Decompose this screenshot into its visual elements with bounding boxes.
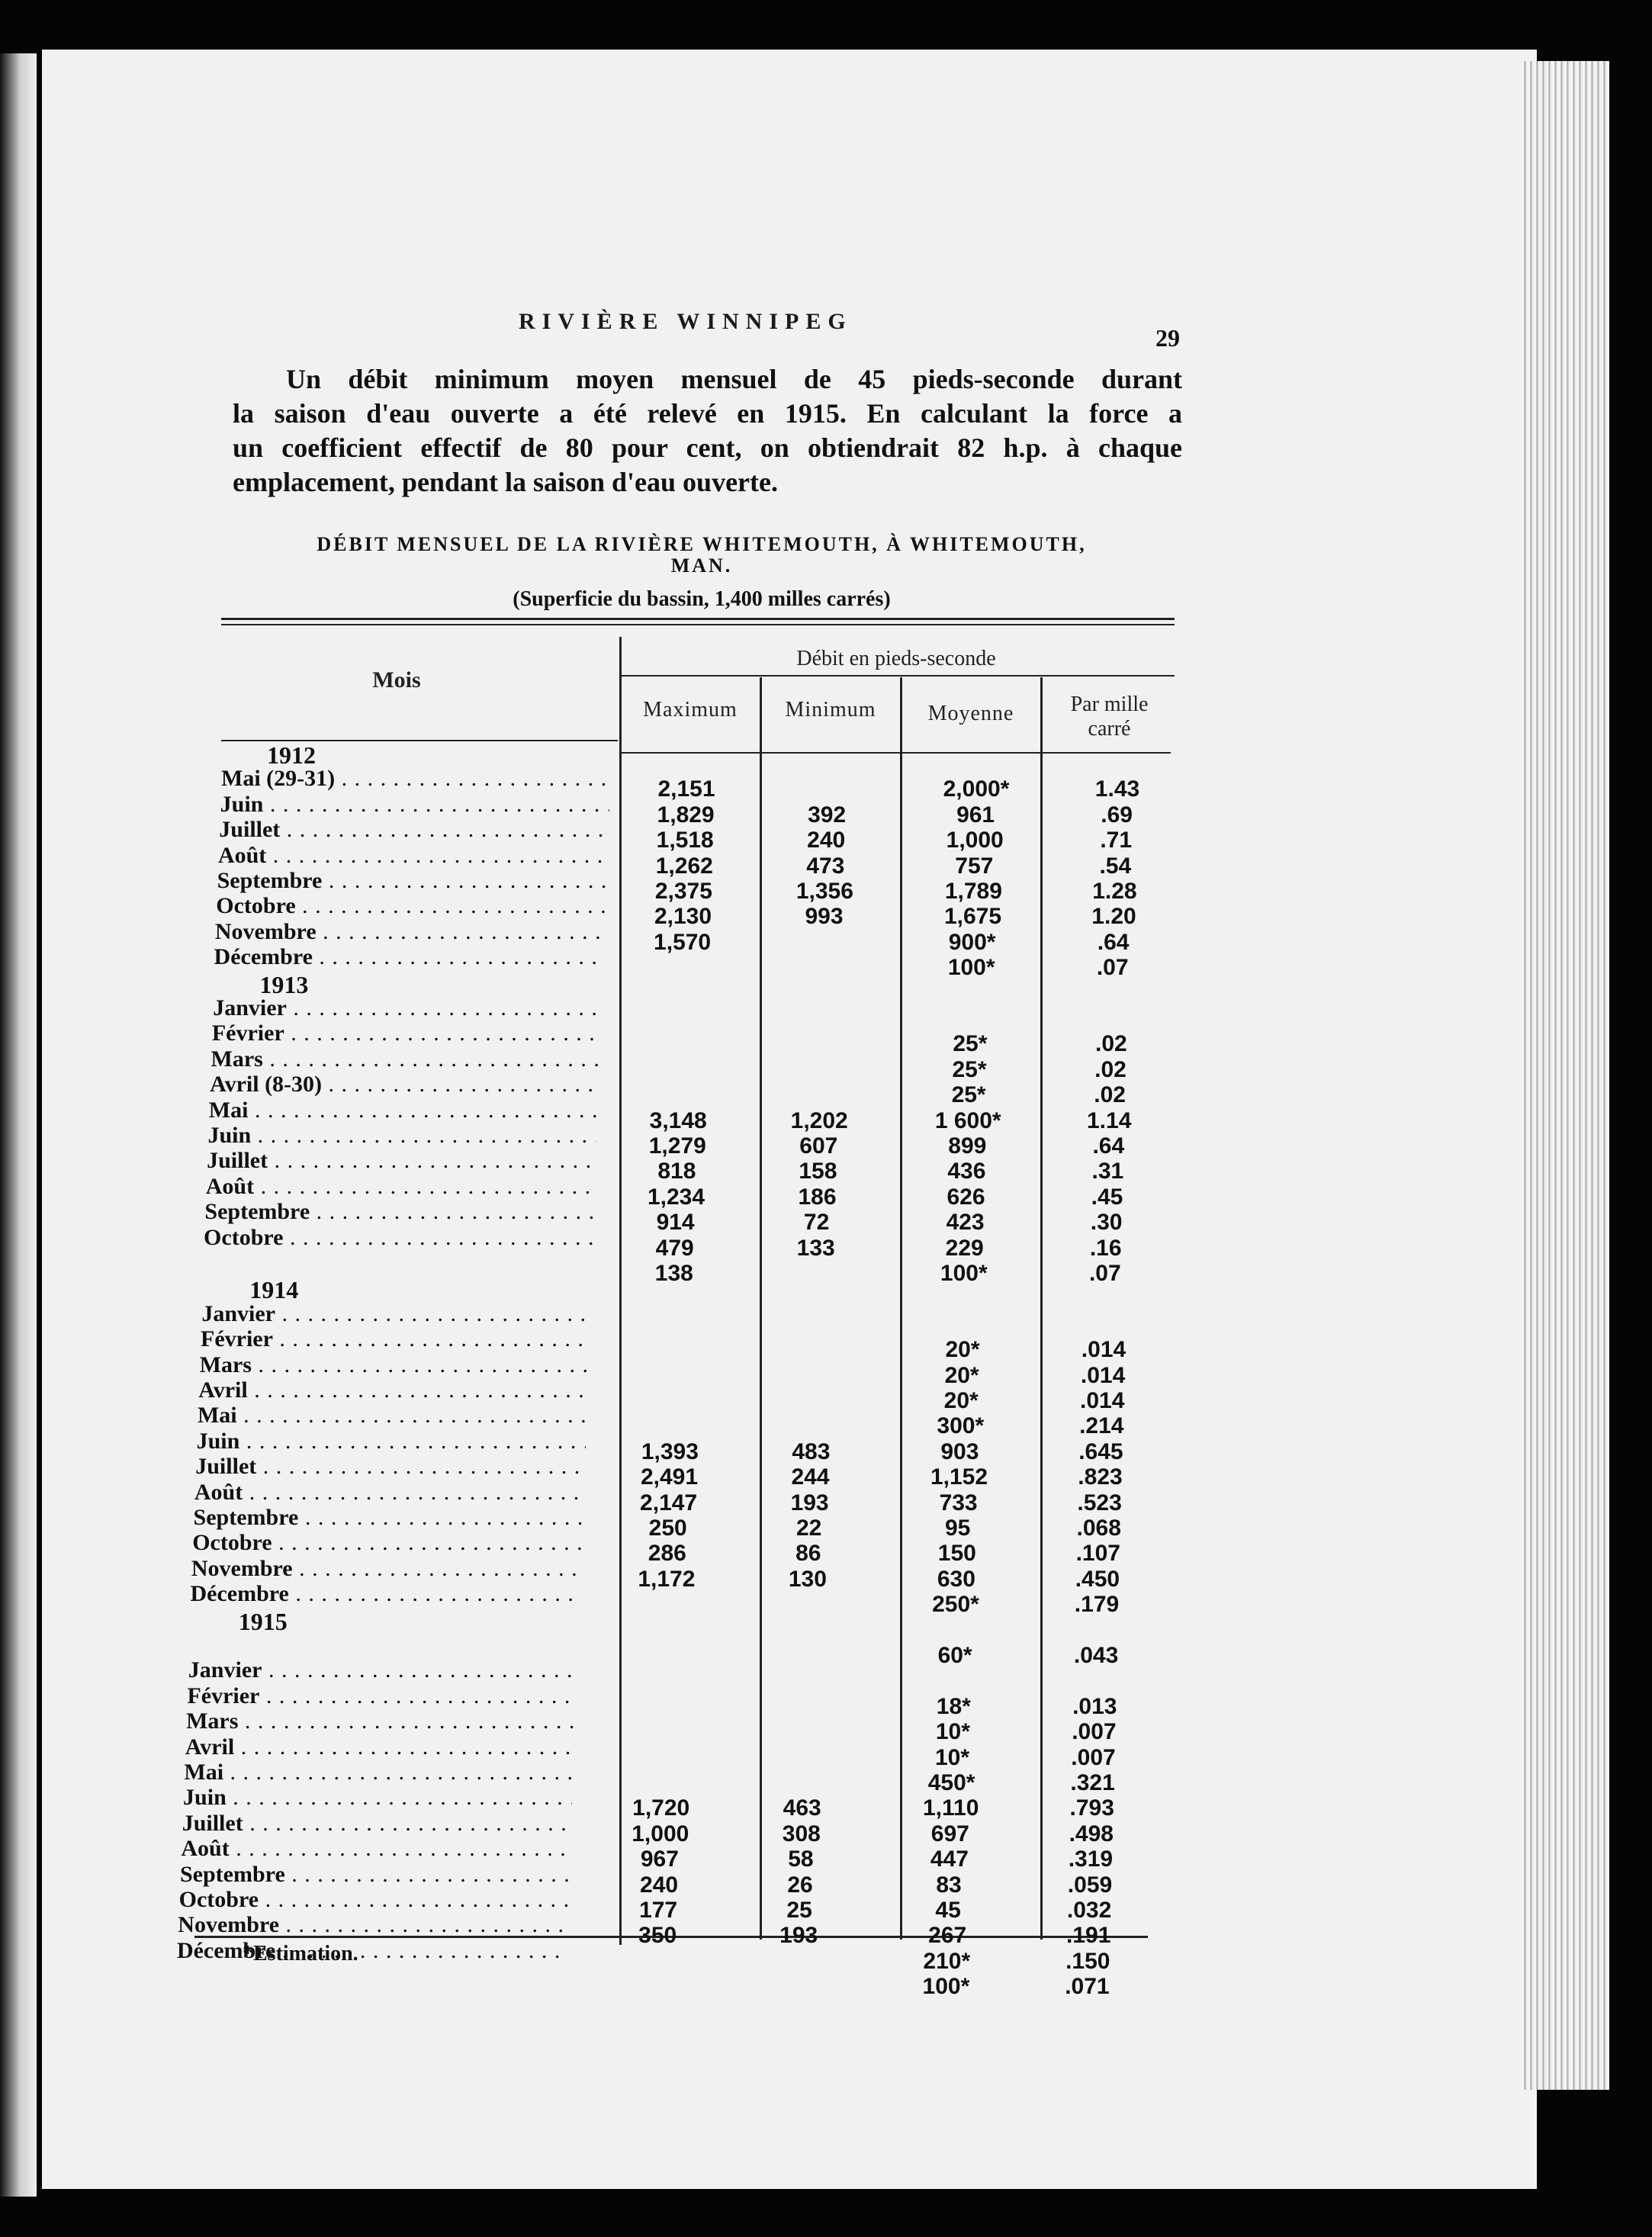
cell-max: 286 [648, 1541, 686, 1567]
cell-moy: 626 [947, 1184, 985, 1210]
cell-moy: 18* [936, 1693, 971, 1719]
month-label: Avril (8-30) . . . [210, 1072, 599, 1097]
cell-max: 818 [657, 1159, 696, 1184]
month-label: Mai . . . [198, 1403, 587, 1428]
month-label: Avril . . . [198, 1378, 587, 1403]
cell-min: 483 [792, 1438, 831, 1464]
cell-min: 392 [808, 802, 847, 828]
cell-moy: 100* [947, 955, 995, 981]
cell-min: 26 [787, 1872, 813, 1898]
cell-moy: 100* [940, 1261, 988, 1286]
month-label: Décembre . . . [177, 1939, 566, 1963]
month-label: Avril . . . [185, 1735, 574, 1760]
cell-max: 2,151 [657, 776, 715, 802]
cell-par: .71 [1100, 828, 1133, 853]
cell-par: .071 [1065, 1974, 1110, 2000]
month-label: Juin . . . [183, 1785, 572, 1810]
cell-par: .014 [1080, 1362, 1126, 1388]
cell-max: 1,393 [641, 1438, 699, 1464]
running-head: RIVIÈRE WINNIPEG [519, 309, 853, 334]
year-heading: 1915 [238, 1607, 288, 1635]
cell-par: .043 [1073, 1643, 1119, 1668]
cell-par: .014 [1081, 1337, 1127, 1363]
cell-par: .179 [1074, 1592, 1120, 1618]
month-label: Octobre . . . [179, 1888, 568, 1912]
page-fore-edge [1522, 61, 1609, 2090]
month-label: Février . . . [201, 1327, 590, 1352]
cell-max: 2,375 [654, 879, 712, 904]
month-label: Novembre . . . [178, 1913, 567, 1937]
cell-max: 1,518 [656, 828, 714, 853]
header-minimum: Minimum [785, 698, 876, 722]
cell-moy: 2,000* [943, 776, 1010, 802]
month-label: Août . . . [206, 1175, 595, 1199]
cell-par: .64 [1092, 1133, 1125, 1159]
cell-moy: 961 [956, 802, 995, 828]
cell-min: 607 [799, 1133, 838, 1159]
month-label: Octobre . . . [204, 1226, 593, 1250]
month-label: Janvier . . . [213, 996, 602, 1020]
cell-min: 308 [782, 1821, 821, 1846]
cell-moy: 733 [939, 1490, 978, 1515]
table-title-line: MAN. [670, 554, 733, 577]
month-label: Décembre . . . [191, 1582, 580, 1606]
cell-moy: 1,675 [943, 904, 1002, 930]
column-divider [619, 637, 622, 1945]
year-heading: 1914 [249, 1276, 299, 1304]
cell-par: .191 [1065, 1923, 1111, 1949]
cell-moy: 150 [937, 1541, 976, 1567]
cell-par: 1.20 [1091, 904, 1136, 930]
month-label: Août . . . [181, 1837, 570, 1861]
cell-moy: 697 [930, 1821, 969, 1846]
cell-moy: 20* [943, 1388, 979, 1413]
cell-max: 1,234 [647, 1184, 705, 1210]
cell-moy: 300* [937, 1413, 985, 1439]
cell-min: 244 [791, 1464, 830, 1490]
month-label: Juin . . . [220, 792, 609, 817]
cell-moy: 447 [930, 1846, 969, 1872]
cell-min: 158 [799, 1159, 837, 1184]
footnote: *Estimation. [243, 1942, 358, 1965]
cell-min: 193 [779, 1923, 818, 1949]
cell-moy: 60* [937, 1643, 972, 1668]
header-moyenne: Moyenne [927, 702, 1014, 725]
cell-moy: 25* [953, 1031, 988, 1057]
table-title-line: DÉBIT MENSUEL DE LA RIVIÈRE WHITEMOUTH, À WHITEMOUTH, [317, 533, 1087, 555]
intro-line: Un débit minimum moyen mensuel de 45 pieds-seconde durant [286, 364, 1182, 394]
year-heading: 1912 [267, 741, 316, 769]
cell-par: .69 [1101, 802, 1133, 828]
cell-min: 22 [796, 1515, 822, 1541]
cell-moy: 900* [948, 929, 996, 955]
month-label: Juillet . . . [182, 1811, 571, 1836]
cell-moy: 83 [936, 1872, 962, 1898]
cell-par: .523 [1077, 1490, 1122, 1515]
cell-min: 1,202 [790, 1107, 848, 1133]
cell-max: 2,130 [654, 904, 712, 930]
cell-par: 1.28 [1092, 879, 1137, 904]
month-label: Août . . . [194, 1480, 583, 1505]
month-label: Mai (29-31) . . . [221, 767, 610, 791]
header-mois: Mois [372, 667, 421, 693]
table-top-rule [221, 618, 1175, 620]
cell-par: .823 [1078, 1464, 1123, 1490]
month-label: Novembre . . . [215, 920, 604, 944]
cell-moy: 757 [955, 853, 994, 879]
cell-moy: 1 600* [934, 1107, 1001, 1133]
cell-max: 1,262 [655, 853, 713, 879]
cell-moy: 20* [944, 1362, 979, 1388]
table-subtitle: (Superficie du bassin, 1,400 milles carrés) [513, 587, 891, 611]
month-label: Février . . . [187, 1684, 576, 1708]
cell-max: 1,570 [654, 929, 712, 955]
month-label: Février . . . [212, 1021, 601, 1046]
table-top-rule-2 [221, 624, 1175, 625]
month-label: Juillet . . . [219, 818, 608, 842]
cell-par: .007 [1071, 1744, 1116, 1770]
month-label: Août . . . [218, 844, 607, 868]
cell-par: 1.43 [1094, 776, 1140, 802]
cell-par: .02 [1094, 1082, 1126, 1108]
cell-min: 130 [788, 1566, 827, 1592]
cell-par: .31 [1091, 1159, 1124, 1184]
month-label: Mars . . . [211, 1047, 600, 1072]
cell-par: .54 [1099, 853, 1132, 879]
cell-min: 25 [786, 1898, 812, 1923]
cell-moy: 250* [932, 1592, 979, 1618]
cell-moy: 1,789 [944, 879, 1002, 904]
month-label: Septembre . . . [204, 1200, 593, 1224]
month-label: Juin . . . [197, 1429, 586, 1454]
cell-par: .45 [1091, 1184, 1123, 1210]
cell-max: 479 [655, 1235, 694, 1261]
cell-min: 133 [796, 1235, 835, 1261]
intro-paragraph [233, 362, 1182, 500]
cell-max: 3,148 [649, 1107, 707, 1133]
cell-moy: 25* [951, 1082, 986, 1108]
cell-moy: 95 [945, 1515, 971, 1541]
cell-par: .450 [1075, 1566, 1120, 1592]
cell-max: 250 [648, 1515, 687, 1541]
cell-par: .107 [1075, 1541, 1120, 1567]
cell-moy: 436 [947, 1159, 986, 1184]
month-label: Mai . . . [184, 1760, 573, 1785]
header-maximum: Maximum [643, 698, 738, 722]
cell-par: .07 [1088, 1261, 1121, 1286]
cell-moy: 45 [935, 1898, 961, 1923]
month-label: Octobre . . . [192, 1531, 581, 1555]
header-debit-group: Débit en pieds-seconde [796, 647, 996, 670]
header-carre: carré [1088, 717, 1131, 741]
cell-moy: 10* [935, 1719, 970, 1745]
month-label: Juillet . . . [195, 1454, 584, 1479]
month-label: Septembre . . . [180, 1863, 569, 1887]
cell-min: 193 [790, 1490, 829, 1515]
cell-moy: 903 [940, 1438, 979, 1464]
cell-max: 1,000 [632, 1821, 689, 1846]
year-heading: 1913 [259, 970, 309, 998]
cell-max: 2,147 [640, 1490, 698, 1515]
cell-max: 1,720 [632, 1795, 690, 1821]
cell-par: .02 [1094, 1056, 1127, 1082]
cell-max: 138 [654, 1261, 693, 1286]
cell-par: .16 [1089, 1235, 1122, 1261]
cell-moy: 25* [952, 1056, 987, 1082]
month-label: Juillet . . . [207, 1149, 596, 1173]
cell-par: .214 [1079, 1413, 1124, 1439]
cell-min: 58 [788, 1846, 814, 1872]
cell-par: .30 [1090, 1210, 1123, 1236]
cell-par: .068 [1076, 1515, 1121, 1541]
cell-max: 2,491 [640, 1464, 699, 1490]
cell-par: .645 [1078, 1438, 1123, 1464]
cell-moy: 10* [934, 1744, 970, 1770]
cell-moy: 630 [937, 1566, 975, 1592]
cell-moy: 1,000 [946, 828, 1004, 853]
cell-min: 186 [798, 1184, 837, 1210]
month-label: Septembre . . . [217, 869, 606, 893]
cell-min: 72 [803, 1210, 830, 1236]
month-label: Octobre . . . [216, 894, 605, 918]
cell-par: .059 [1067, 1872, 1113, 1898]
month-label: Mars . . . [186, 1709, 575, 1734]
cell-par: .150 [1065, 1948, 1110, 1974]
month-label: Mars . . . [200, 1353, 589, 1377]
cell-min: 1,356 [795, 879, 853, 904]
month-label: Juin . . . [207, 1123, 596, 1148]
intro-line: emplacement, pendant la saison d'eau ouverte. [233, 467, 778, 497]
column-divider [760, 677, 762, 1940]
cell-max: 914 [656, 1210, 695, 1236]
cell-max: 1,172 [638, 1566, 696, 1592]
cell-min: 86 [795, 1541, 821, 1567]
cell-par: .02 [1095, 1031, 1127, 1057]
cell-min: 463 [783, 1795, 821, 1821]
cell-moy: 423 [946, 1210, 985, 1236]
cell-par: .013 [1072, 1693, 1117, 1719]
cell-min: 473 [806, 853, 845, 879]
cell-max: 350 [638, 1923, 677, 1949]
cell-max: 1,279 [648, 1133, 706, 1159]
cell-moy: 100* [922, 1974, 970, 2000]
month-label: Décembre . . . [214, 945, 603, 969]
cell-max: 1,829 [657, 802, 715, 828]
cell-par: .321 [1070, 1770, 1115, 1795]
cell-moy: 1,152 [930, 1464, 988, 1490]
cell-par: .319 [1068, 1846, 1114, 1872]
cell-par: 1.14 [1086, 1107, 1132, 1133]
cell-max: 240 [639, 1872, 679, 1898]
cell-moy: 210* [923, 1948, 971, 1974]
header-par-mille: Par mille [1070, 693, 1149, 716]
cell-max: 177 [639, 1898, 678, 1923]
cell-par: .793 [1069, 1795, 1114, 1821]
month-label: Septembre . . . [194, 1506, 583, 1530]
month-label: Janvier . . . [201, 1302, 590, 1326]
month-label: Novembre . . . [191, 1557, 580, 1581]
month-label: Janvier . . . [188, 1658, 577, 1683]
cell-moy: 267 [928, 1923, 967, 1949]
cell-par: .498 [1069, 1821, 1114, 1846]
intro-line: un coefficient effectif de 80 pour cent, on obtiendrait 82 h.p. à chaque [233, 432, 1182, 463]
header-bottom-rule [622, 752, 1171, 754]
cell-moy: 1,110 [922, 1795, 979, 1821]
cell-max: 967 [640, 1846, 679, 1872]
cell-moy: 20* [945, 1337, 980, 1363]
cell-min: 240 [807, 828, 846, 853]
cell-par: .032 [1066, 1898, 1112, 1923]
cell-min: 993 [805, 904, 844, 930]
cell-par: .007 [1072, 1719, 1117, 1745]
cell-moy: 450* [927, 1770, 975, 1795]
month-label: Mai . . . [209, 1098, 598, 1123]
left-page-edge [0, 53, 37, 2197]
page-number: 29 [1155, 324, 1180, 352]
cell-par: .64 [1097, 929, 1130, 955]
cell-moy: 229 [945, 1235, 984, 1261]
intro-line: la saison d'eau ouverte a été relevé en 1915. En calculant la force a [233, 398, 1182, 429]
cell-par: .07 [1096, 955, 1129, 981]
table-title [233, 534, 1171, 577]
cell-par: .014 [1079, 1388, 1125, 1413]
group-header-rule [622, 675, 1175, 677]
cell-moy: 899 [948, 1133, 987, 1159]
